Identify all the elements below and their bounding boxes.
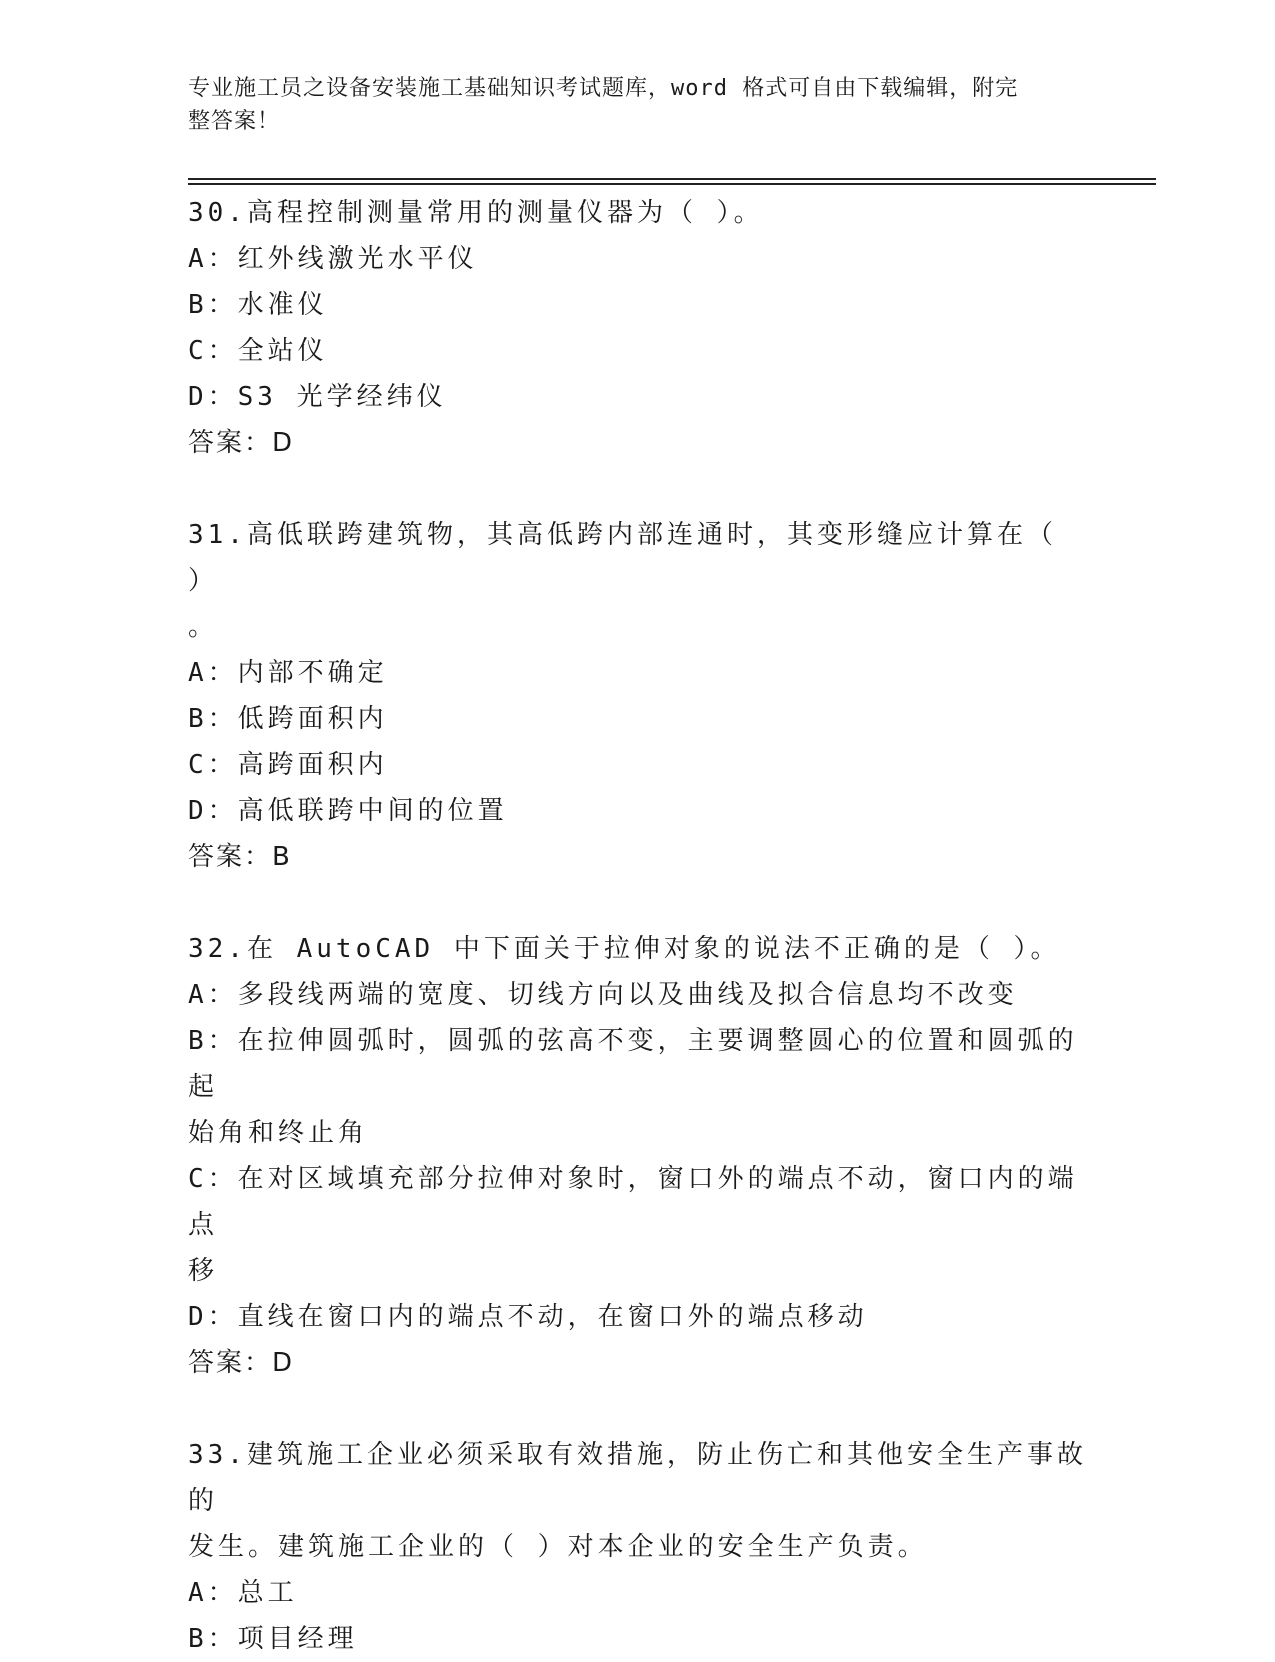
question-spacer (188, 466, 1088, 512)
option-a: A：内部不确定 (188, 658, 388, 688)
question-32 (188, 926, 1088, 1386)
document-header (188, 72, 1068, 138)
option-d: D：高低联跨中间的位置 (188, 796, 508, 826)
question-stem: 31.高低联跨建筑物，其高低跨内部连通时，其变形缝应计算在（ ） (188, 520, 1077, 596)
option-d: D：直线在窗口内的端点不动，在窗口外的端点移动 (188, 1302, 868, 1332)
question-spacer (188, 1386, 1088, 1432)
answer-line: 答案：D (188, 1348, 295, 1378)
header-line-2: 整答案！ (188, 109, 281, 134)
option-b: B：低跨面积内 (188, 704, 388, 734)
question-stem: 32.在 AutoCAD 中下面关于拉伸对象的说法不正确的是（ ）。 (188, 934, 1061, 964)
option-b-continued: 始角和终止角 (188, 1118, 369, 1148)
option-b: B：水准仪 (188, 290, 328, 320)
question-stem-continued: 发生。建筑施工企业的（ ）对本企业的安全生产负责。 (188, 1532, 928, 1562)
question-stem: 30.高程控制测量常用的测量仪器为（ ）。 (188, 198, 764, 228)
option-d: D：S3 光学经纬仪 (188, 382, 447, 412)
divider-line-bottom (188, 183, 1156, 185)
divider-line-top (188, 178, 1156, 180)
answer-line: 答案：D (188, 428, 295, 458)
question-31 (188, 512, 1088, 880)
header-line-1: 专业施工员之设备安装施工基础知识考试题库，word 格式可自由下载编辑，附完 (188, 76, 1019, 101)
option-a: A：红外线激光水平仪 (188, 244, 478, 274)
question-list (188, 190, 1088, 1662)
option-a: A：总工 (188, 1578, 298, 1608)
question-33 (188, 1432, 1088, 1662)
question-stem: 33.建筑施工企业必须采取有效措施，防止伤亡和其他安全生产事故的 (188, 1440, 1087, 1516)
option-b: B：在拉伸圆弧时，圆弧的弦高不变，主要调整圆心的位置和圆弧的起 (188, 1026, 1078, 1102)
option-c-continued: 移 (188, 1256, 219, 1286)
option-c: C：在对区域填充部分拉伸对象时，窗口外的端点不动，窗口内的端点 (188, 1164, 1078, 1240)
option-a: A：多段线两端的宽度、切线方向以及曲线及拟合信息均不改变 (188, 980, 1018, 1010)
option-c: C：高跨面积内 (188, 750, 388, 780)
option-c: C：全站仪 (188, 336, 328, 366)
question-spacer (188, 880, 1088, 926)
answer-line: 答案：B (188, 842, 292, 872)
option-b: B：项目经理 (188, 1624, 358, 1654)
question-30 (188, 190, 1088, 466)
question-stem-continued: 。 (188, 612, 219, 642)
